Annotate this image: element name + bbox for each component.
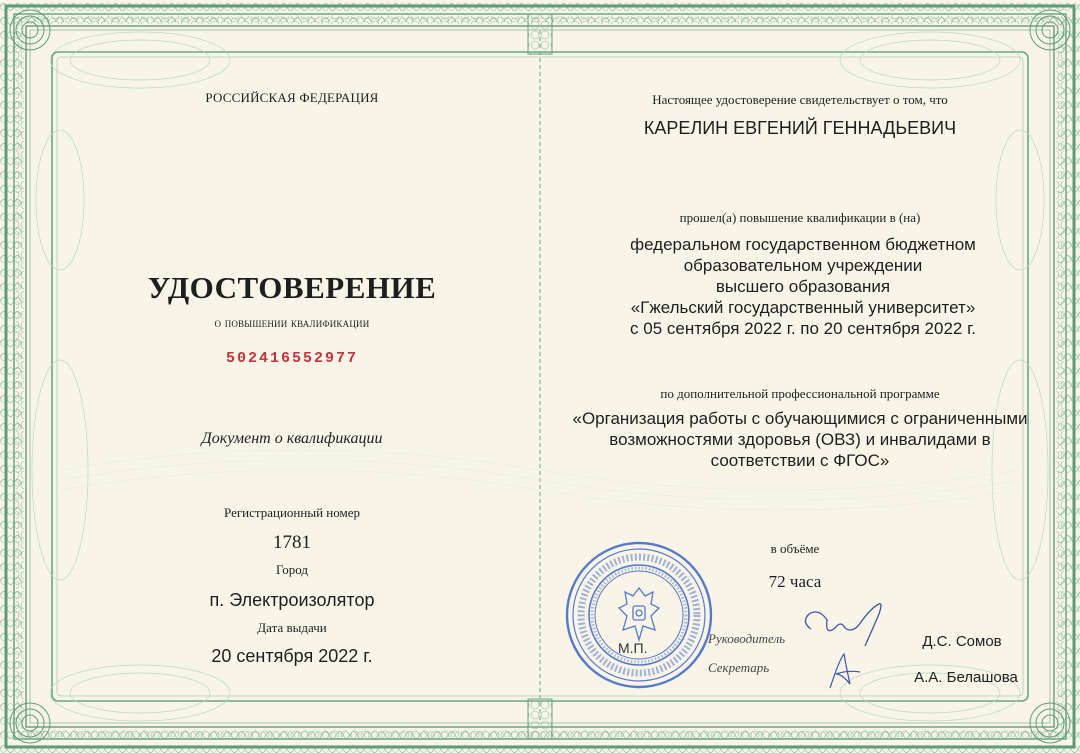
city-label: Город xyxy=(275,562,309,577)
registration-label: Регистрационный номер xyxy=(224,505,360,520)
issue-date-value: 20 сентября 2022 г. xyxy=(211,646,373,666)
head-name: Д.С. Сомов xyxy=(922,633,1002,650)
institution-block xyxy=(630,234,976,339)
program-block xyxy=(572,408,1027,471)
secretary-name: А.А. Белашова xyxy=(914,669,1018,686)
head-label: Руководитель xyxy=(708,631,786,646)
institution-line: федеральном государственном бюджетном xyxy=(630,235,976,254)
country-label: РОССИЙСКАЯ ФЕДЕРАЦИЯ xyxy=(205,90,379,105)
round-seal-icon xyxy=(563,540,715,690)
intro-text: Настоящее удостоверение свидетельствует о том, что xyxy=(652,92,948,107)
seal-label: М.П. xyxy=(618,640,648,656)
study-period: с 05 сентября 2022 г. по 20 сентября 2022 г. xyxy=(630,319,976,338)
holder-name: КАРЕЛИН ЕВГЕНИЙ ГЕННАДЬЕВИЧ xyxy=(643,118,957,138)
document-type: Документ о квалификации xyxy=(201,430,383,447)
program-label: по дополнительной профессиональной программе xyxy=(660,386,940,401)
passed-text: прошел(а) повышение квалификации в (на) xyxy=(679,210,921,225)
institution-line: высшего образования xyxy=(715,277,891,296)
registration-number: 1781 xyxy=(273,532,311,553)
signature-icon xyxy=(820,648,870,690)
program-line: соответствии с ФГОС» xyxy=(710,451,890,470)
institution-line: «Гжельский государственный университет» xyxy=(630,298,976,317)
secretary-label: Секретарь xyxy=(708,660,770,675)
document-number: 502416552977 xyxy=(225,350,359,367)
coat-of-arms-icon xyxy=(619,588,659,640)
program-line: «Организация работы с обучающимися с ограниченными xyxy=(572,409,1028,428)
issue-date-label: Дата выдачи xyxy=(257,620,327,635)
volume-label: в объёме xyxy=(770,541,820,556)
signature-icon xyxy=(795,594,895,654)
program-line: возможностями здоровья (ОВЗ) и инвалидами в xyxy=(609,430,991,449)
city-value: п. Электроизолятор xyxy=(209,590,375,610)
document-title: УДОСТОВЕРЕНИЕ xyxy=(147,270,437,305)
institution-line: образовательном учреждении xyxy=(683,256,923,275)
volume-value: 72 часа xyxy=(768,572,822,591)
document-subtitle: о повышении квалификации xyxy=(214,315,370,330)
